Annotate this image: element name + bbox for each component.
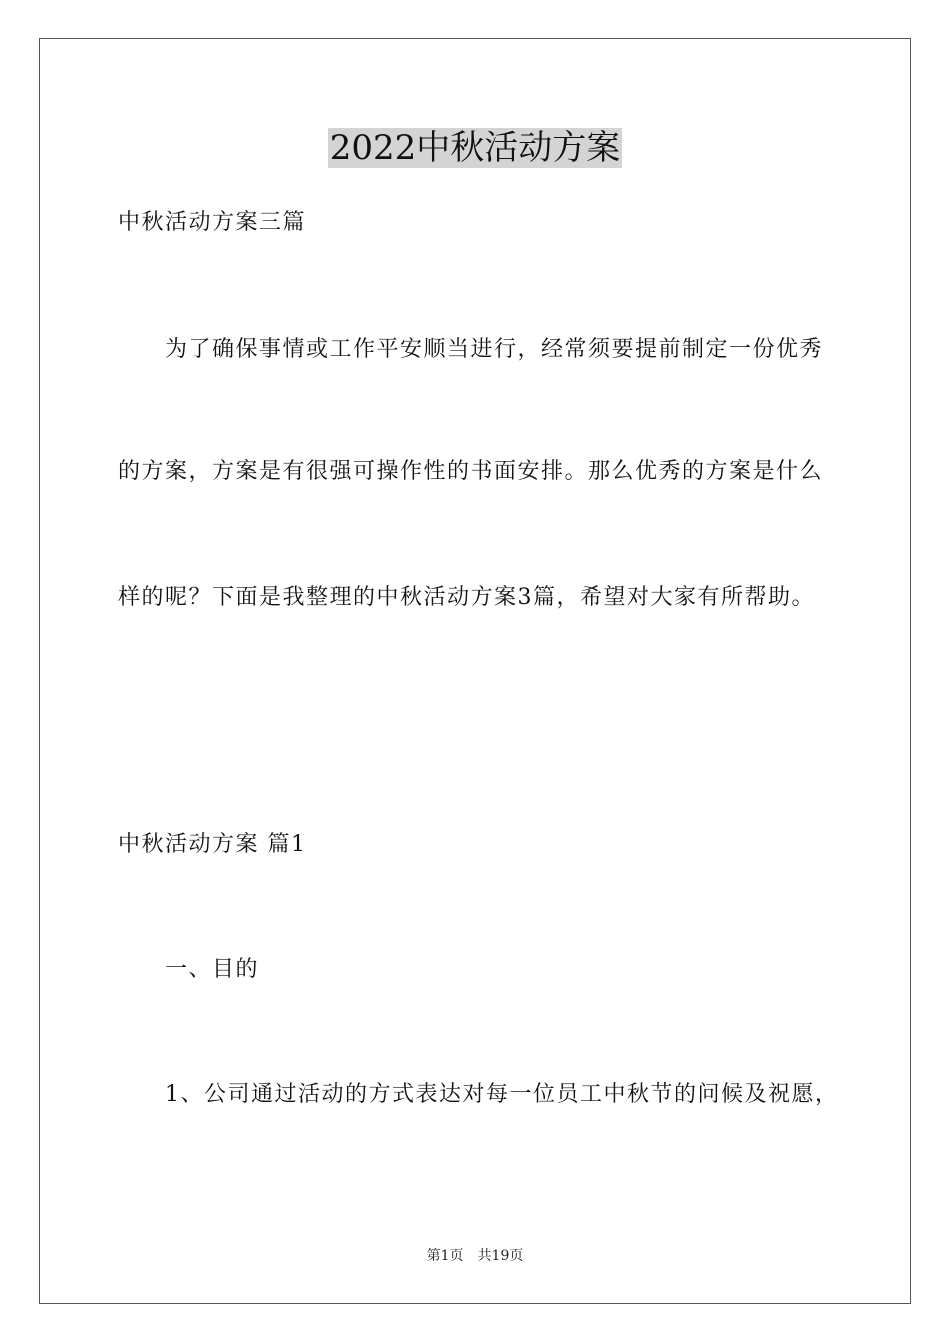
page-number-footer: 第1页 共19页 [426, 1248, 524, 1264]
document-title-text: 2022中秋活动方案 [329, 128, 621, 168]
subsection-heading: 一、目的 [165, 957, 260, 982]
body-line: 1、公司通过活动的方式表达对每一位员工中秋节的问候及祝愿， [165, 1082, 839, 1107]
intro-line-1: 为了确保事情或工作平安顺当进行，经常须要提前制定一份优秀 [165, 337, 824, 362]
document-subtitle: 中秋活动方案三篇 [118, 210, 307, 235]
document-title [0, 124, 950, 172]
intro-line-3: 样的呢？下面是我整理的中秋活动方案3篇，希望对大家有所帮助。 [118, 585, 815, 610]
intro-line-2: 的方案，方案是有很强可操作性的书面安排。那么优秀的方案是什么 [118, 459, 824, 484]
section-heading: 中秋活动方案 篇1 [118, 832, 307, 857]
